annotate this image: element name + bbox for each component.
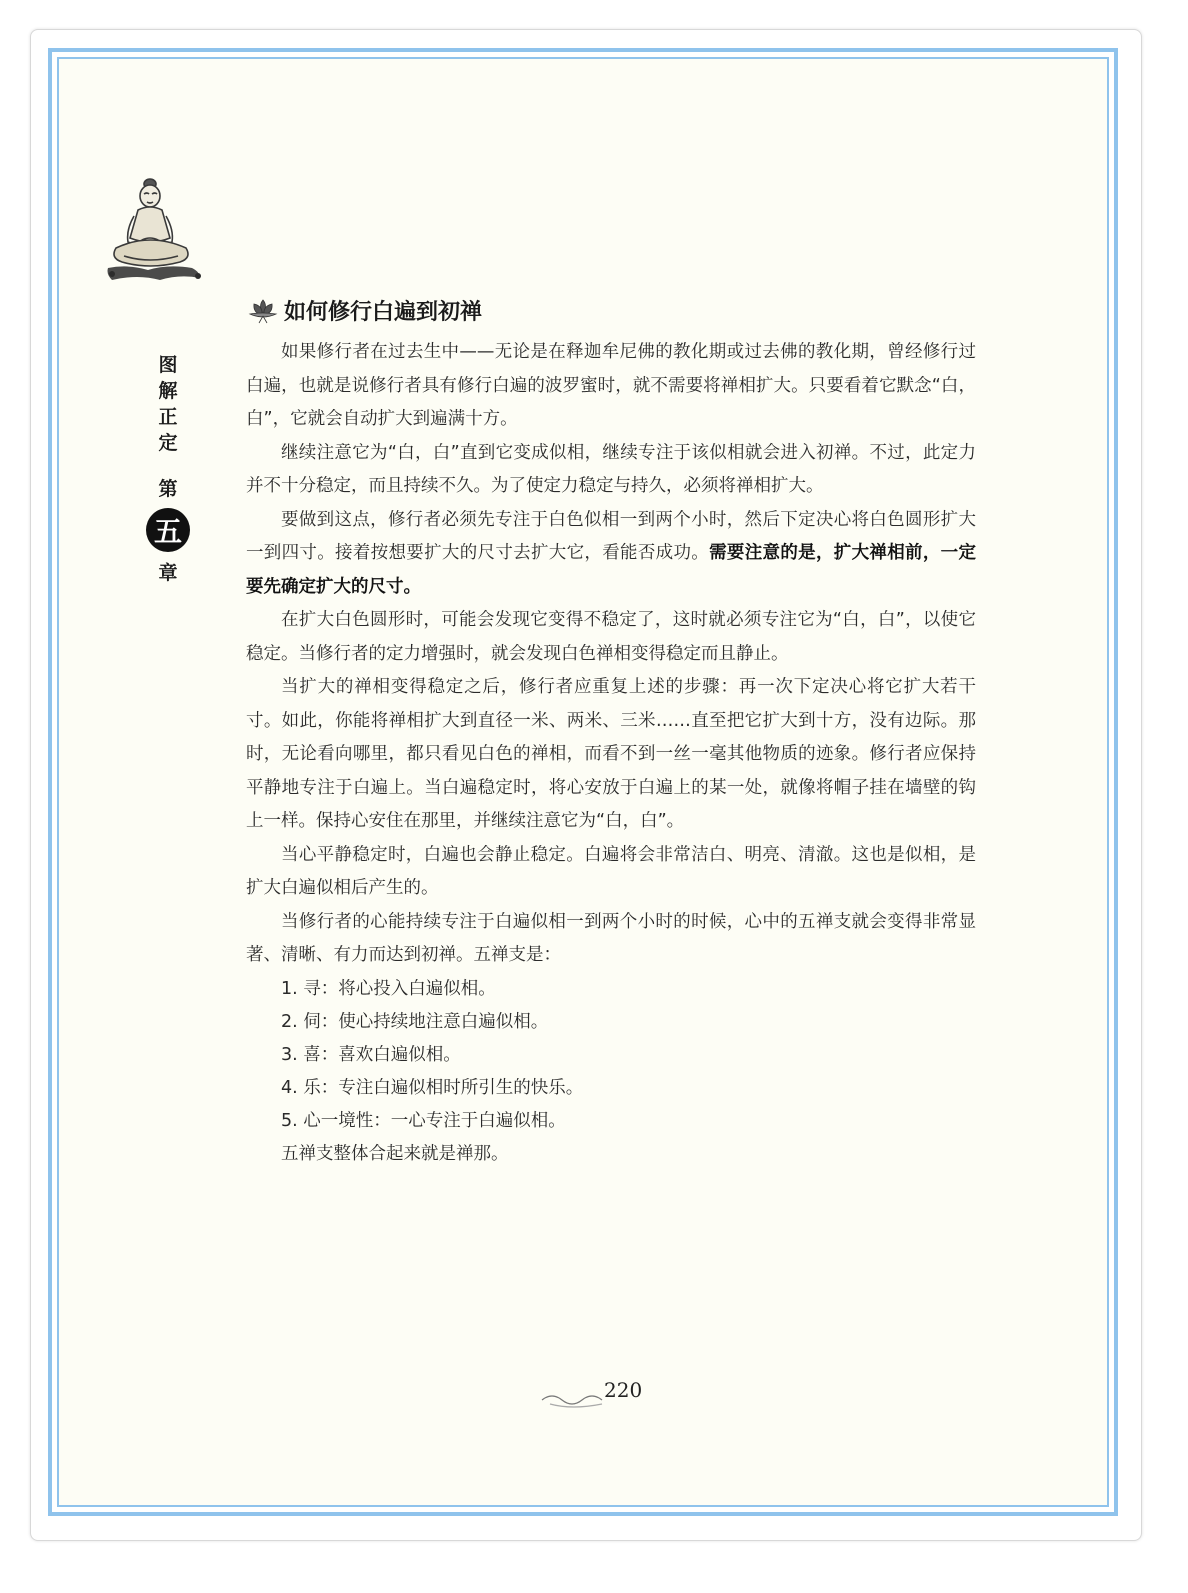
- chapter-suffix: 章: [158, 562, 178, 584]
- paragraph: 当修行者的心能持续专注于白遍似相一到两个小时的时候，心中的五禅支就会变得非常显著、清晰、有力而达到初禅。五禅支是：: [246, 911, 976, 965]
- list-item: 3. 喜：喜欢白遍似相。: [281, 1044, 461, 1065]
- list-item: 5. 心一境性：一心专注于白遍似相。: [281, 1110, 566, 1131]
- section-heading-row: [246, 292, 976, 328]
- section-title: 如何修行白遍到初禅: [284, 298, 483, 325]
- paragraph: 当心平静稳定时，白遍也会静止稳定。白遍将会非常洁白、明亮、清澈。这也是似相，是扩大白遍似相后产生的。: [246, 844, 976, 898]
- list-item: 1. 寻：将心投入白遍似相。: [281, 978, 496, 999]
- chapter-sidebar: [148, 352, 188, 586]
- book-title-char: 正: [158, 406, 178, 428]
- book-title-char: 解: [158, 380, 178, 402]
- emphasis-text: 需要注意的是，扩大禅相前，一定要先确定扩大的尺寸。: [246, 543, 976, 597]
- list-item: 2. 伺：使心持续地注意白遍似相。: [281, 1011, 549, 1032]
- page-number-footer: [540, 1378, 650, 1414]
- buddha-illustration-icon: [104, 176, 206, 288]
- list-item: 4. 乐：专注白遍似相时所引生的快乐。: [281, 1077, 584, 1098]
- book-title-char: 定: [158, 432, 178, 454]
- lotus-ornament-icon: [246, 296, 280, 324]
- paragraph: 继续注意它为“白，白”直到它变成似相，继续专注于该似相就会进入初禅。不过，此定力并不十分稳定，而且持续不久。为了使定力稳定与持久，必须将禅相扩大。: [246, 442, 976, 496]
- main-content: [246, 292, 976, 1171]
- chapter-prefix: 第: [158, 478, 178, 500]
- paragraph: 如果修行者在过去生中——无论是在释迦牟尼佛的教化期或过去佛的教化期，曾经修行过白遍，也就是说修行者具有修行白遍的波罗蜜时，就不需要将禅相扩大。只要看着它默念“白，白”，它就会自动扩大到遍满十方。: [246, 342, 976, 429]
- paragraph: 要做到这点，修行者必须先专注于白色似相一到两个小时，然后下定决心将白色圆形扩大一到四寸。接着按想要扩大的尺寸去扩大它，看能否成功。需要注意的是，扩大禅相前，一定要先确定扩大的尺寸。: [246, 509, 976, 597]
- page-number: 220: [604, 1378, 643, 1402]
- chapter-number-badge: 五: [146, 508, 190, 552]
- paragraph: 当扩大的禅相变得稳定之后，修行者应重复上述的步骤：再一次下定决心将它扩大若干寸。如此，你能将禅相扩大到直径一米、两米、三米……直至把它扩大到十方，没有边际。那时，无论看向哪里，都只看见白色的禅相，而看不到一丝一毫其他物质的迹象。修行者应保持平静地专注于白遍上。当白遍稳定时，将心安放于白遍上的某一处，就像将帽子挂在墙壁的钩上一样。保持心安住在那里，并继续注意它为“白，白”。: [246, 677, 976, 831]
- closing-line: 五禅支整体合起来就是禅那。: [281, 1143, 509, 1164]
- page-ornament-icon: [540, 1386, 604, 1410]
- book-title-char: 图: [158, 354, 178, 376]
- paragraph: 在扩大白色圆形时，可能会发现它变得不稳定了，这时就必须专注它为“白，白”，以使它稳定。当修行者的定力增强时，就会发现白色禅相变得稳定而且静止。: [246, 610, 976, 664]
